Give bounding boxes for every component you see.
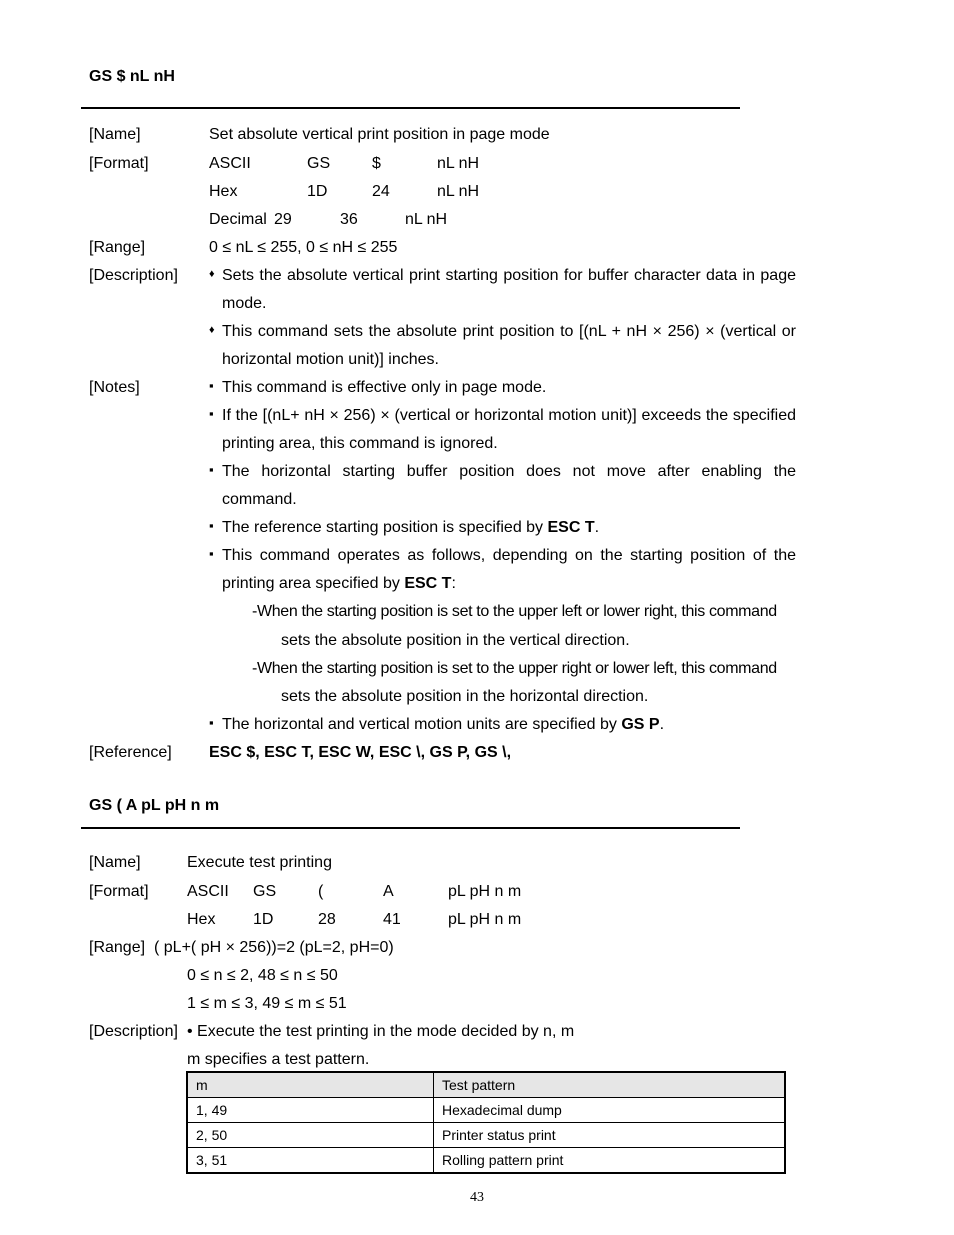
range-value: 0 ≤ nL ≤ 255, 0 ≤ nH ≤ 255 <box>209 239 398 256</box>
name-label: [Name] <box>89 854 141 871</box>
note-line: If the [(nL+ nH × 256) × (vertical or horizontal motion unit)] exceeds the specified <box>222 407 796 424</box>
square-bullet: ▪ <box>209 378 214 393</box>
format-decimal-cmd: 29 <box>274 211 292 228</box>
format-hex-params: nL nH <box>437 183 480 200</box>
range-label: [Range] <box>89 239 146 256</box>
heading-divider <box>81 107 740 109</box>
diamond-bullet: ♦ <box>209 324 215 336</box>
note-line: This command operates as follows, depending on the starting position of the <box>222 547 796 564</box>
sub-note-line: -When the starting position is set to the upper right or lower left, this command <box>252 660 777 677</box>
note-line <box>222 519 599 537</box>
table-row <box>187 1123 785 1148</box>
format-ascii-params: pL pH n m <box>448 883 522 900</box>
description-line: • Execute the test printing in the mode decided by n, m <box>187 1023 575 1040</box>
format-label: [Format] <box>89 155 149 172</box>
format-ascii-byte: ( <box>318 883 324 900</box>
note-line: printing area, this command is ignored. <box>222 435 498 452</box>
notes-label: [Notes] <box>89 379 140 396</box>
table-cell: 1, 49 <box>187 1098 434 1123</box>
note-text: printing area specified by <box>222 575 405 592</box>
note-text: : <box>451 575 456 592</box>
square-bullet: ▪ <box>209 715 214 730</box>
format-ascii-params: nL nH <box>437 155 480 172</box>
format-hex-byte: 28 <box>318 911 336 928</box>
square-bullet: ▪ <box>209 406 214 421</box>
square-bullet: ▪ <box>209 518 214 533</box>
format-hex-byte: 24 <box>372 183 390 200</box>
format-label: [Format] <box>89 883 149 900</box>
table-cell: Printer status print <box>434 1123 786 1148</box>
square-bullet: ▪ <box>209 546 214 561</box>
format-ascii-label: ASCII <box>209 155 251 172</box>
page-number: 43 <box>470 1190 484 1205</box>
format-hex-cmd: 1D <box>307 183 328 200</box>
description-line: horizontal motion unit)] inches. <box>222 351 439 368</box>
range-value: ( pL+( pH × 256))=2 (pL=2, pH=0) <box>154 939 394 956</box>
table-header-cell: m <box>187 1072 434 1098</box>
section-heading: GS ( A pL pH n m <box>89 797 220 814</box>
range-value: 0 ≤ n ≤ 2, 48 ≤ n ≤ 50 <box>187 967 338 984</box>
format-decimal-byte: 36 <box>340 211 358 228</box>
table-row <box>187 1098 785 1123</box>
format-ascii-label: ASCII <box>187 883 229 900</box>
description-line: Sets the absolute vertical print starting position for buffer character data in page <box>222 267 796 284</box>
table-header-cell: Test pattern <box>434 1072 786 1098</box>
table-cell: 2, 50 <box>187 1123 434 1148</box>
format-ascii-cmd: GS <box>253 883 277 900</box>
sub-note-line: sets the absolute position in the horizontal direction. <box>281 688 649 705</box>
format-ascii-byte: $ <box>372 155 381 172</box>
range-value: 1 ≤ m ≤ 3, 49 ≤ m ≤ 51 <box>187 995 347 1012</box>
format-ascii-byte2: A <box>383 883 394 900</box>
note-text: The horizontal and vertical motion units are specified by <box>222 716 622 733</box>
note-line: The horizontal starting buffer position does not move after enabling the <box>222 463 796 480</box>
sub-note-line: sets the absolute position in the vertical direction. <box>281 632 630 649</box>
reference-commands: ESC $, ESC T, ESC W, ESC \, GS P, GS \, <box>209 744 512 761</box>
description-line: m specifies a test pattern. <box>187 1051 370 1068</box>
format-hex-byte2: 41 <box>383 911 401 928</box>
note-text: . <box>659 716 665 733</box>
table-header-row <box>187 1072 785 1098</box>
command-ref: ESC T <box>404 575 452 592</box>
format-hex-cmd: 1D <box>253 911 274 928</box>
note-text: The reference starting position is specified by <box>222 519 548 536</box>
note-text: . <box>594 519 600 536</box>
section-heading: GS $ nL nH <box>89 68 175 85</box>
table-cell: Rolling pattern print <box>434 1148 786 1174</box>
name-label: [Name] <box>89 126 141 143</box>
note-line: command. <box>222 491 297 508</box>
square-bullet: ▪ <box>209 462 214 477</box>
command-name: Execute test printing <box>187 854 332 871</box>
command-ref: GS P <box>621 716 660 733</box>
note-line <box>222 716 664 734</box>
note-line: This command is effective only in page mode. <box>222 379 547 396</box>
heading-divider <box>81 827 740 829</box>
format-decimal-label: Decimal <box>209 211 267 228</box>
table-cell: Hexadecimal dump <box>434 1098 786 1123</box>
description-label: [Description] <box>89 267 178 284</box>
note-line <box>222 575 456 593</box>
sub-note-line: -When the starting position is set to the upper left or lower right, this command <box>252 603 777 620</box>
reference-label: [Reference] <box>89 744 172 761</box>
format-ascii-cmd: GS <box>307 155 331 172</box>
format-hex-label: Hex <box>209 183 238 200</box>
table-row <box>187 1148 785 1174</box>
format-hex-params: pL pH n m <box>448 911 522 928</box>
table-cell: 3, 51 <box>187 1148 434 1174</box>
description-line: This command sets the absolute print position to [(nL + nH × 256) × (vertical or <box>222 323 796 340</box>
format-hex-label: Hex <box>187 911 216 928</box>
command-ref: ESC T <box>547 519 595 536</box>
description-line: mode. <box>222 295 267 312</box>
test-pattern-table <box>186 1071 786 1174</box>
command-name: Set absolute vertical print position in page mode <box>209 126 550 143</box>
diamond-bullet: ♦ <box>209 268 215 280</box>
description-label: [Description] <box>89 1023 178 1040</box>
format-decimal-params: nL nH <box>405 211 448 228</box>
range-label: [Range] <box>89 939 146 956</box>
